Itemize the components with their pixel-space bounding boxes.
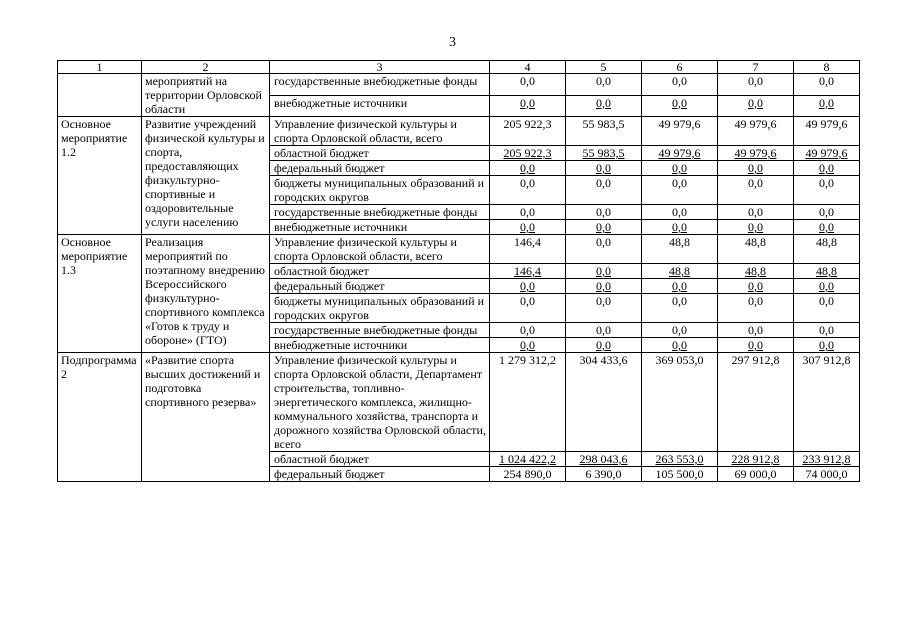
amount-value: 298 043,6 <box>579 452 628 466</box>
amount-cell <box>642 146 718 161</box>
funding-source: областной бюджет <box>270 146 490 161</box>
amount-cell <box>566 279 642 294</box>
amount-cell <box>490 146 566 161</box>
amount-cell <box>490 235 566 264</box>
amount-cell <box>642 161 718 176</box>
amount-cell <box>642 117 718 146</box>
amount-value: 369 053,0 <box>655 353 704 367</box>
amount-cell <box>718 279 794 294</box>
amount-value: 0,0 <box>819 294 834 308</box>
funding-source: бюджеты муниципальных образований и городских округов <box>270 176 490 205</box>
amount-cell <box>718 294 794 323</box>
amount-cell <box>718 323 794 338</box>
amount-cell <box>794 338 860 353</box>
amount-value: 1 024 422,2 <box>499 452 556 466</box>
column-number: 1 <box>58 61 142 74</box>
amount-cell <box>642 95 718 117</box>
column-number: 2 <box>142 61 270 74</box>
amount-value: 0,0 <box>672 205 687 219</box>
amount-cell <box>718 467 794 482</box>
amount-value: 0,0 <box>596 323 611 337</box>
amount-value: 0,0 <box>748 323 763 337</box>
amount-cell <box>718 353 794 452</box>
amount-value: 0,0 <box>520 338 535 352</box>
funding-source: государственные внебюджетные фонды <box>270 74 490 96</box>
funding-source: бюджеты муниципальных образований и городских округов <box>270 294 490 323</box>
funding-source: Управление физической культуры и спорта Орловской области, всего <box>270 235 490 264</box>
amount-cell <box>490 117 566 146</box>
amount-value: 0,0 <box>672 74 687 88</box>
amount-value: 0,0 <box>819 95 834 110</box>
amount-value: 49 979,6 <box>658 117 701 131</box>
amount-cell <box>794 353 860 452</box>
amount-cell <box>490 176 566 205</box>
funding-source: государственные внебюджетные фонды <box>270 205 490 220</box>
amount-cell <box>718 95 794 117</box>
column-number-row <box>58 61 860 74</box>
event-code <box>58 74 142 117</box>
amount-cell <box>490 338 566 353</box>
amount-value: 0,0 <box>596 338 611 352</box>
amount-cell <box>642 323 718 338</box>
funding-source: федеральный бюджет <box>270 279 490 294</box>
amount-cell <box>794 323 860 338</box>
amount-cell <box>642 467 718 482</box>
amount-cell <box>794 235 860 264</box>
funding-source: областной бюджет <box>270 452 490 467</box>
amount-cell <box>566 176 642 205</box>
table-row <box>58 117 860 146</box>
amount-value: 49 979,6 <box>658 146 701 160</box>
amount-value: 48,8 <box>669 235 690 249</box>
amount-cell <box>566 235 642 264</box>
page-number: 3 <box>449 35 456 50</box>
funding-source: федеральный бюджет <box>270 161 490 176</box>
amount-cell <box>566 264 642 279</box>
column-number: 4 <box>490 61 566 74</box>
column-number: 5 <box>566 61 642 74</box>
budget-table <box>57 60 860 482</box>
amount-cell <box>642 74 718 96</box>
amount-value: 0,0 <box>596 161 611 175</box>
funding-source: Управление физической культуры и спорта Орловской области, всего <box>270 117 490 146</box>
amount-cell <box>794 95 860 117</box>
amount-value: 0,0 <box>596 264 611 278</box>
event-name: мероприятий на территории Орловской области <box>142 74 270 117</box>
amount-value: 0,0 <box>672 95 687 110</box>
amount-value: 254 890,0 <box>503 467 552 481</box>
amount-cell <box>794 220 860 235</box>
amount-value: 0,0 <box>520 95 535 110</box>
amount-cell <box>794 205 860 220</box>
amount-value: 0,0 <box>748 338 763 352</box>
amount-value: 48,8 <box>816 235 837 249</box>
amount-cell <box>490 205 566 220</box>
amount-cell <box>642 176 718 205</box>
amount-value: 0,0 <box>672 338 687 352</box>
amount-cell <box>490 161 566 176</box>
amount-value: 49 979,6 <box>734 117 777 131</box>
amount-cell <box>642 220 718 235</box>
amount-value: 0,0 <box>748 176 763 190</box>
amount-value: 146,4 <box>514 264 541 278</box>
amount-value: 0,0 <box>748 279 763 293</box>
amount-cell <box>490 353 566 452</box>
amount-value: 1 279 312,2 <box>499 353 556 367</box>
amount-cell <box>794 117 860 146</box>
amount-value: 48,8 <box>669 264 690 278</box>
amount-cell <box>642 353 718 452</box>
amount-cell <box>566 452 642 467</box>
funding-source: внебюджетные источники <box>270 95 490 117</box>
amount-cell <box>490 95 566 117</box>
amount-value: 0,0 <box>520 161 535 175</box>
amount-cell <box>718 117 794 146</box>
amount-value: 0,0 <box>520 205 535 219</box>
column-number: 6 <box>642 61 718 74</box>
amount-value: 0,0 <box>596 220 611 234</box>
amount-value: 48,8 <box>816 264 837 278</box>
event-code: Основное мероприятие 1.2 <box>58 117 142 235</box>
amount-value: 0,0 <box>748 161 763 175</box>
amount-cell <box>718 220 794 235</box>
amount-value: 6 390,0 <box>585 467 622 481</box>
amount-value: 0,0 <box>520 220 535 234</box>
funding-source: внебюджетные источники <box>270 220 490 235</box>
column-number: 3 <box>270 61 490 74</box>
amount-cell <box>718 176 794 205</box>
amount-value: 0,0 <box>819 220 834 234</box>
amount-value: 49 979,6 <box>805 117 848 131</box>
column-number: 7 <box>718 61 794 74</box>
amount-cell <box>718 338 794 353</box>
amount-value: 55 983,5 <box>582 146 625 160</box>
amount-value: 0,0 <box>596 74 611 88</box>
amount-cell <box>566 74 642 96</box>
amount-cell <box>642 338 718 353</box>
amount-cell <box>718 235 794 264</box>
amount-cell <box>490 294 566 323</box>
amount-cell <box>566 294 642 323</box>
amount-value: 0,0 <box>672 294 687 308</box>
amount-value: 0,0 <box>819 323 834 337</box>
amount-value: 48,8 <box>745 264 766 278</box>
amount-cell <box>490 452 566 467</box>
amount-cell <box>794 294 860 323</box>
amount-value: 233 912,8 <box>802 452 851 466</box>
amount-value: 0,0 <box>819 338 834 352</box>
amount-value: 228 912,8 <box>731 452 780 466</box>
amount-value: 0,0 <box>596 235 611 249</box>
amount-value: 0,0 <box>672 279 687 293</box>
funding-source: федеральный бюджет <box>270 467 490 482</box>
amount-cell <box>642 235 718 264</box>
amount-value: 74 000,0 <box>805 467 848 481</box>
funding-source: областной бюджет <box>270 264 490 279</box>
amount-cell <box>794 176 860 205</box>
amount-cell <box>566 353 642 452</box>
amount-value: 55 983,5 <box>582 117 625 131</box>
amount-cell <box>490 467 566 482</box>
amount-value: 205 922,3 <box>503 146 552 160</box>
amount-cell <box>566 205 642 220</box>
amount-cell <box>718 146 794 161</box>
amount-cell <box>718 452 794 467</box>
table-row <box>58 74 860 96</box>
amount-value: 0,0 <box>748 220 763 234</box>
amount-value: 205 922,3 <box>503 117 552 131</box>
funding-source: внебюджетные источники <box>270 338 490 353</box>
funding-source: Управление физической культуры и спорта Орловской области, Департамент строительства, топливно-энергетического комплекса, жилищно-коммунального хозяйства, транспорта и дорожного хозяйства Орловской области, всего <box>270 353 490 452</box>
amount-cell <box>794 161 860 176</box>
event-name: Развитие учреждений физической культуры и спорта, предоставляющих физкультурно-спортивные и оздоровительные услуги населению <box>142 117 270 235</box>
event-code: Основное мероприятие 1.3 <box>58 235 142 353</box>
amount-value: 0,0 <box>520 176 535 190</box>
amount-cell <box>566 220 642 235</box>
amount-value: 0,0 <box>672 176 687 190</box>
amount-cell <box>566 323 642 338</box>
amount-cell <box>566 117 642 146</box>
amount-cell <box>566 95 642 117</box>
amount-value: 49 979,6 <box>734 146 777 160</box>
amount-value: 49 979,6 <box>805 146 848 160</box>
amount-value: 304 433,6 <box>579 353 628 367</box>
amount-value: 0,0 <box>520 279 535 293</box>
amount-value: 0,0 <box>748 95 763 110</box>
amount-value: 0,0 <box>819 74 834 88</box>
amount-cell <box>794 264 860 279</box>
amount-value: 0,0 <box>596 294 611 308</box>
amount-value: 0,0 <box>748 294 763 308</box>
amount-cell <box>718 264 794 279</box>
amount-cell <box>642 452 718 467</box>
column-number: 8 <box>794 61 860 74</box>
amount-cell <box>642 279 718 294</box>
amount-value: 0,0 <box>748 74 763 88</box>
amount-value: 0,0 <box>819 279 834 293</box>
event-code: Подпрограмма 2 <box>58 353 142 482</box>
amount-cell <box>566 161 642 176</box>
amount-value: 263 553,0 <box>655 452 704 466</box>
amount-cell <box>642 294 718 323</box>
amount-value: 0,0 <box>520 323 535 337</box>
amount-cell <box>490 264 566 279</box>
amount-value: 105 500,0 <box>655 467 704 481</box>
amount-cell <box>490 74 566 96</box>
amount-cell <box>642 205 718 220</box>
amount-value: 297 912,8 <box>731 353 780 367</box>
amount-cell <box>490 220 566 235</box>
amount-cell <box>794 452 860 467</box>
table-row <box>58 353 860 452</box>
amount-cell <box>490 323 566 338</box>
amount-cell <box>794 74 860 96</box>
event-name: Реализация мероприятий по поэтапному внедрению Всероссийского физкультурно-спортивного комплекса «Готов к труду и обороне» (ГТО) <box>142 235 270 353</box>
amount-cell <box>794 467 860 482</box>
amount-cell <box>642 264 718 279</box>
amount-cell <box>566 467 642 482</box>
amount-value: 0,0 <box>520 294 535 308</box>
amount-value: 0,0 <box>520 74 535 88</box>
amount-value: 146,4 <box>514 235 541 249</box>
amount-cell <box>490 279 566 294</box>
amount-cell <box>794 279 860 294</box>
amount-cell <box>566 146 642 161</box>
amount-value: 0,0 <box>596 176 611 190</box>
funding-source: государственные внебюджетные фонды <box>270 323 490 338</box>
amount-value: 0,0 <box>672 161 687 175</box>
amount-cell <box>566 338 642 353</box>
amount-value: 0,0 <box>672 220 687 234</box>
amount-value: 0,0 <box>819 205 834 219</box>
amount-value: 48,8 <box>745 235 766 249</box>
amount-value: 0,0 <box>819 176 834 190</box>
event-name: «Развитие спорта высших достижений и подготовка спортивного резерва» <box>142 353 270 482</box>
amount-cell <box>718 161 794 176</box>
amount-cell <box>718 205 794 220</box>
amount-cell <box>794 146 860 161</box>
amount-cell <box>718 74 794 96</box>
table-row <box>58 235 860 264</box>
amount-value: 69 000,0 <box>734 467 777 481</box>
amount-value: 0,0 <box>748 205 763 219</box>
amount-value: 0,0 <box>819 161 834 175</box>
amount-value: 307 912,8 <box>802 353 851 367</box>
amount-value: 0,0 <box>596 95 611 110</box>
amount-value: 0,0 <box>672 323 687 337</box>
amount-value: 0,0 <box>596 279 611 293</box>
amount-value: 0,0 <box>596 205 611 219</box>
